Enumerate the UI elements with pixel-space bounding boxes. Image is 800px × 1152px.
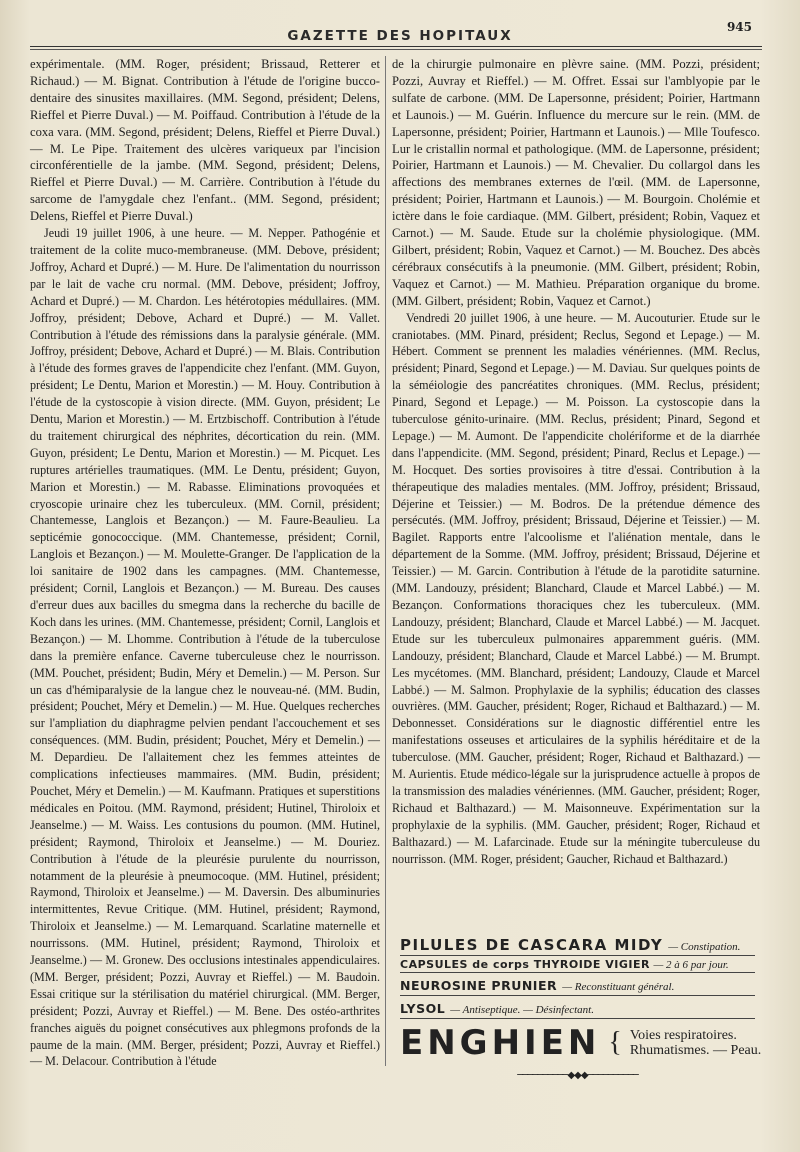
ad-line-2: Rhumatismes. — Peau. — [629, 1043, 762, 1058]
journal-title: GAZETTE DES HOPITAUX — [287, 28, 513, 44]
right-paragraph-2: Vendredi 20 juillet 1906, à une heure. — M. Aucouturier. Etude sur le craniotabes. (MM. Pinard, président; Reclus, Segond et Lepage.) — M. Hébert. Comment se prennent les maladies vénériennes. (MM. Reclus, président; Pinard, Segond et Lepage.) — M. Daviau. Sur quelques points de la séméiologie des pancréatites chroniques. (MM. Reclus, président; Pinard, Segond et Lepage.) — M. Poisson. La cystoscopie dans la tuberculose génito-urinaire. (MM. Reclus, président; Pinard, Segond et Lepage.) — M. Aumont. De l'appendicite cholériforme et de la diarrhée dans l'appendicite. (MM. Segond, président; Pinard, Reclus et Lepage.) — M. Hocquet. Des sorties provisoires à titre d'essai. Contribution à la thérapeutique des maladies mentales. (MM. Joffroy, président; Brissaud, Déjerine et Teissier.) — M. Bodros. De la prétendue démence des persécutés. (MM. Joffroy, président; Brissaud, Déjerine et Teissier.) — M. Bagilet. Rapports entre l'alcoolisme et l'aliénation mentale, dans le département de la Somme. (MM. Joffroy, président; Brissaud, Déjerine et Teissier.) — M. Garcin. Contribution à l'étude de la parotidite saturnine. (MM. Landouzy, président; Blanchard, Claude et Marcel Labbé.) — M. Bezançon. Conformations thoraciques chez les tuberculeux. (MM. Landouzy, président; Blanchard, Claude et Marcel Labbé.) — M. Jacquet. Etude sur les tuberculeux pulmonaires apparemment guéris. (MM. Landouzy, président; Blanchard, Claude et Marcel Labbé.) — M. Brumpt. Les mycétomes. (MM. Blanchard, président; Landouzy, Claude et Marcel Labbé.) — M. Salmon. Prophylaxie de la syphilis; éducation des classes ouvrières. (MM. Gaucher, président; Roger, Richaud et Balthazard.) — M. Debonnesset. Considérations sur le diagnostic différentiel entre les manifestations osseuses et articulaires de la syphilis héréditaire et de la tuberculose. (MM. Gaucher, président; Roger, Richaud et Balthazard.) — M. Aurientis. Etude médico-légale sur la jurisprudence actuelle à propos de la transmission des maladies vénériennes. (MM. Gaucher, président; Roger, Richaud et Balthazard.) — M. Maisonneuve. Expérimentation sur la prophylaxie de la syphilis. (MM. Gaucher, président; Roger, Richaud et Balthazard.) — M. Lafarcinade. Etude sur la méningite tuberculeuse du nourrisson. (MM. Roger, président; Gaucher, Richaud et Balthazard.) — [392, 310, 760, 866]
ad-lysol — [400, 996, 755, 1019]
left-column — [30, 56, 380, 1070]
advertisements — [400, 933, 762, 1081]
ad-brand: LYSOL — [400, 1001, 446, 1016]
right-paragraph-1: de la chirurgie pulmonaire en plèvre saine. (MM. Pozzi, président; Pozzi, Auvray et Rieffel.) — M. Offret. Essai sur l'amblyopie par le sulfate de carbone. (MM. De Lapersonne, président; Poirier, Hartmann et Launois.) — M. Guérin. Influence du mercure sur le rein. (MM. de Lapersonne, président; Poirier, Hartmann et Launois.) — Mlle Toufesco. Lur le cristallin normal et pathologique. (MM. de Lapersonne, président; Poirier, Hartmann et Launois.) — M. Chevalier. Du collargol dans les affections des membranes externes de l'œil. (MM. de Lapersonne, président; Poirier, Hartmann et Launois.) — M. Bourgoin. Cholémie et ictère dans le foie cardiaque. (MM. Gilbert, président; Robin, Vaquez et Carnot.) — M. Saude. Etude sur la cholémie physiologique. (MM. Gilbert, président; Robin, Vaquez et Carnot.) — M. Bouchez. Des abcès cérébraux consécutifs à la pneumonie. (MM. Gilbert, président; Robin, Vaquez et Carnot.) — M. Mathieu. Préparation organique du brome. (MM. Gilbert, président; Robin, Vaquez et Carnot.) — [392, 57, 760, 308]
ad-note: — Constipation. — [668, 941, 741, 953]
header-rule — [30, 46, 762, 47]
ad-cascara-midy — [400, 933, 755, 956]
right-column — [392, 56, 760, 868]
ad-enghien — [400, 1019, 762, 1064]
ad-note: — Reconstituant général. — [562, 981, 675, 993]
ad-line-1: Voies respiratoires. — [629, 1028, 737, 1043]
page-header — [0, 16, 800, 46]
ad-brand: PILULES DE CASCARA MIDY — [400, 936, 664, 954]
brace-glyph: { — [608, 1027, 622, 1058]
column-divider — [385, 56, 386, 1066]
left-paragraph-2: Jeudi 19 juillet 1906, à une heure. — M. Nepper. Pathogénie et traitement de la colite muco-membraneuse. (MM. Debove, président; Joffroy, Achard et Dupré.) — M. Hure. De l'alimentation du nourrisson par le lait de vache cru normal. (MM. Debove, président; Joffroy, Achard et Dupré.) — M. Chardon. Les hétérotopies médullaires. (MM. Joffroy, président; Debove, Achard et Dupré.) — M. Vallet. Contribution à l'étude des rémissions dans la paralysie générale. (MM. Joffroy, président; Debove, Achard et Dupré.) — M. Blais. Contribution à l'étude des formes graves de l'appendicite chez l'enfant. (MM. Guyon, président; Le Dentu, Marion et Morestin.) — M. Houy. Contribution à l'étude de la cystoscopie à vision directe. (MM. Guyon, président; Le Dentu, Marion et Morestin.) — M. Ertzbischoff. Contribution à l'étude du traitement chirurgical des néphrites, décortication du rein. (MM. Guyon, président; Le Dentu, Marion et Morestin.) — M. Picquet. Les ruptures artérielles traumatiques. (MM. Le Dentu, président; Guyon, Marion et Morestin.) — M. Rabasse. Eliminations provoquées et cryoscopie urinaire chez les tuberculeux. (MM. Cornil, président; Chantemesse, Langlois et Bezançon.) — M. Faure-Beaulieu. La septicémie gonococcique. (MM. Chantemesse, président; Cornil, Langlois et Bezançon.) — M. Moulette-Granger. De l'application de la loi sanitaire de 1902 dans les campagnes. (MM. Chantemesse, président; Cornil, Langlois et Bezançon.) — M. Bureau. Des causes d'erreur dues aux bacilles du smegma dans la recherche du bacille de Koch dans les urines. (MM. Chantemesse, président; Cornil, Langlois et Bezançon.) — M. Lhomme. Contribution à l'étude de la tuberculose dans la première enfance. Caverne tuberculeuse chez le nourrisson. (MM. Pouchet, président; Budin, Méry et Demelin.) — M. Person. Sur un cas d'hémiparalysie de la langue chez le nouveau-né. (MM. Budin, président; Pouchet, Méry et Demelin.) — M. Hue. Quelques recherches sur l'ampliation du diaphragme pelvien pendant l'accouchement et ses conséquences. (MM. Budin, président; Pouchet, Méry et Demelin.) — M. Depardieu. De l'allaitement chez les femmes atteintes de complications infectieuses mammaires. (MM. Budin, président; Pouchet, Méry et Demelin.) — M. Kaufmann. Pratiques et superstitions médicales en Poitou. (MM. Raymond, président; Hutinel, Thiroloix et Jeanselme.) — M. Waiss. Les contusions du poumon. (MM. Hutinel, président; Raymond, Thiroloix et Jeanselme.) — M. Douriez. Contribution à l'étude de la pleurésie purulente du nourrisson, notamment de la pleurésie à pneumocoque. (MM. Hutinel, président; Raymond, Thiroloix et Jeanselme.) — M. Daversin. Des albuminuries intermittentes, Revue Critique. (MM. Hutinel, président; Raymond, Thiroloix et Jeanselme.) — M. Lemarquand. Scarlatine maternelle et nourrissons. (MM. Hutinel, président; Raymond, Thiroloix et Jeanselme.) — M. Gronew. Des occlusions intestinales appendiculaires. (MM. Berger, président; Pozzi, Auvray et Rieffel.) — M. Baudoin. Essai critique sur la stérilisation du matériel chirurgical. (MM. Berger, président; Pozzi, Auvray et Rieffel.) — M. Bene. Des ostéo-arthrites franches aiguës du poignet consécutives aux phlegmons profonds de la paume de la main. (MM. Berger, président; Pozzi, Auvray et Rieffel.) — M. Delacour. Contribution à l'étude — [30, 226, 380, 1069]
left-paragraph-1: expérimentale. (MM. Roger, président; Brissaud, Retterer et Richaud.) — M. Bignat. Contribution à l'étude de l'origine bucco-dentaire des sinusites maxillaires. (MM. Segond, président; Delens, Rieffel et Pierre Duval.) — M. Poiffaud. Contribution à l'étude de la coxa vara. (MM. Segond, président; Delens, Rieffel et Pierre Duval.) — M. Le Pipe. Traitement des ulcères variqueux par l'incision circonférentielle de la jambe. (MM. Segond, président; Delens, Rieffel et Pierre Duval.) — M. Carrière. Contribution à l'étude du sarcome de l'amygdale chez l'enfant.. (MM. Segond, président; Delens, Rieffel et Pierre Duval.) — [30, 57, 380, 224]
ad-brand: NEUROSINE PRUNIER — [400, 978, 558, 993]
ad-lines — [630, 1028, 761, 1058]
ornament-rule: ──────────◆◆◆────────── — [517, 1070, 638, 1081]
ad-note: — Antiseptique. — Désinfectant. — [450, 1004, 594, 1016]
ad-thyroide-vigier — [400, 956, 755, 973]
page-number: 945 — [726, 20, 752, 34]
header-rule-thin — [30, 49, 762, 50]
ad-note: — 2 à 6 par jour. — [653, 959, 729, 971]
ad-brand: ENGHIEN — [400, 1023, 601, 1063]
ad-brand: CAPSULES de corps THYROIDE VIGIER — [400, 958, 650, 971]
ad-neurosine-prunier — [400, 973, 755, 996]
